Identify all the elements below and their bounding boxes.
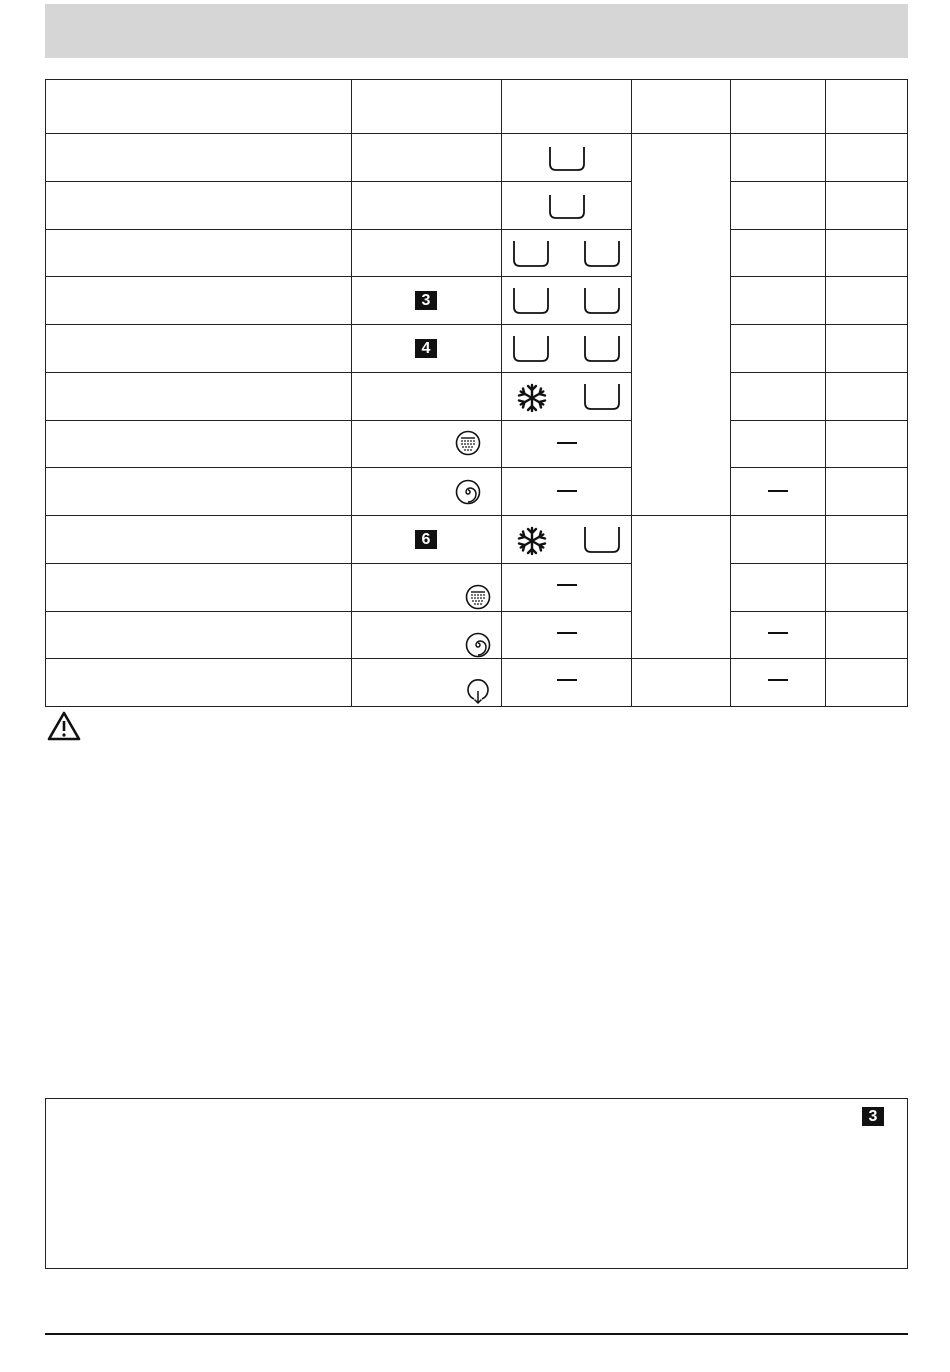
table-cell bbox=[46, 468, 352, 516]
table-cell bbox=[502, 421, 632, 468]
table-cell bbox=[632, 659, 731, 707]
table-cell bbox=[46, 134, 352, 182]
table-cell bbox=[502, 182, 632, 230]
table-cell bbox=[46, 230, 352, 277]
tub-icon bbox=[583, 526, 621, 554]
table-row bbox=[46, 468, 908, 516]
table-cell bbox=[826, 230, 908, 277]
footer-rule bbox=[45, 1333, 908, 1335]
table-cell bbox=[502, 468, 632, 516]
rinse-icon bbox=[455, 430, 481, 456]
table-cell bbox=[352, 659, 502, 707]
table-header-row bbox=[46, 80, 908, 134]
table-cell bbox=[502, 230, 632, 277]
table-cell bbox=[826, 277, 908, 325]
table-cell bbox=[502, 659, 632, 707]
tub-icon bbox=[583, 287, 621, 315]
dash-mark bbox=[557, 584, 577, 586]
table-row bbox=[46, 277, 908, 325]
table-cell bbox=[502, 564, 632, 612]
tub-icon bbox=[548, 194, 586, 220]
warning-triangle-icon bbox=[47, 711, 81, 741]
table-header-cell bbox=[731, 80, 826, 134]
table-cell bbox=[352, 421, 502, 468]
tub-icon bbox=[583, 335, 621, 363]
table-cell bbox=[826, 134, 908, 182]
table-cell bbox=[826, 421, 908, 468]
program-table bbox=[45, 79, 908, 707]
table-cell bbox=[502, 325, 632, 373]
table-cell bbox=[826, 182, 908, 230]
table-header-cell bbox=[502, 80, 632, 134]
table-row bbox=[46, 182, 908, 230]
table-cell bbox=[46, 516, 352, 564]
table-row bbox=[46, 421, 908, 468]
tub-icon bbox=[548, 146, 586, 172]
table-cell bbox=[352, 277, 502, 325]
dash-mark bbox=[768, 679, 788, 681]
step-badge: 4 bbox=[415, 339, 437, 358]
dash-mark bbox=[557, 490, 577, 492]
table-cell bbox=[352, 325, 502, 373]
table-cell bbox=[502, 373, 632, 421]
table-cell bbox=[826, 468, 908, 516]
table-cell bbox=[352, 230, 502, 277]
table-cell bbox=[352, 516, 502, 564]
table-cell bbox=[46, 182, 352, 230]
table-row bbox=[46, 230, 908, 277]
table-cell bbox=[731, 564, 826, 612]
table-header-cell bbox=[632, 80, 731, 134]
table-cell bbox=[352, 134, 502, 182]
dash-mark bbox=[768, 632, 788, 634]
step-badge: 3 bbox=[415, 291, 437, 310]
table-row bbox=[46, 325, 908, 373]
table-cell bbox=[46, 277, 352, 325]
table-cell bbox=[731, 516, 826, 564]
table-cell bbox=[731, 182, 826, 230]
table-cell bbox=[826, 612, 908, 659]
dash-mark bbox=[557, 442, 577, 444]
table-cell bbox=[46, 612, 352, 659]
table-cell bbox=[352, 468, 502, 516]
tub-icon bbox=[583, 240, 621, 268]
table-cell bbox=[731, 134, 826, 182]
table-cell bbox=[731, 421, 826, 468]
rinse-icon bbox=[465, 584, 491, 610]
table-cell bbox=[46, 421, 352, 468]
table-cell bbox=[46, 373, 352, 421]
table-header-cell bbox=[46, 80, 352, 134]
tub-icon bbox=[512, 287, 550, 315]
table-header-cell bbox=[352, 80, 502, 134]
table-cell bbox=[731, 373, 826, 421]
table-cell bbox=[731, 325, 826, 373]
table-cell bbox=[731, 277, 826, 325]
snowflake-icon bbox=[516, 383, 548, 413]
table-cell bbox=[352, 612, 502, 659]
table-cell bbox=[826, 325, 908, 373]
table-cell bbox=[632, 134, 731, 516]
table-cell bbox=[731, 659, 826, 707]
table-cell bbox=[731, 612, 826, 659]
table-row bbox=[46, 516, 908, 564]
table-cell bbox=[46, 325, 352, 373]
spin-icon bbox=[465, 632, 491, 658]
snowflake-icon bbox=[516, 526, 548, 556]
tub-icon bbox=[512, 240, 550, 268]
step-badge: 3 bbox=[862, 1107, 884, 1126]
table-cell bbox=[46, 659, 352, 707]
table-cell bbox=[632, 516, 731, 659]
header-band bbox=[45, 4, 908, 58]
table-cell bbox=[731, 468, 826, 516]
table-cell bbox=[352, 373, 502, 421]
table-cell bbox=[502, 277, 632, 325]
dash-mark bbox=[557, 632, 577, 634]
table-cell bbox=[46, 564, 352, 612]
table-cell bbox=[502, 612, 632, 659]
table-cell bbox=[352, 564, 502, 612]
table-cell bbox=[826, 659, 908, 707]
table-cell bbox=[826, 373, 908, 421]
table-cell bbox=[502, 516, 632, 564]
note-box bbox=[45, 1098, 908, 1269]
table-row bbox=[46, 659, 908, 707]
dash-mark bbox=[557, 679, 577, 681]
tub-icon bbox=[583, 383, 621, 411]
table-row bbox=[46, 134, 908, 182]
drain-icon bbox=[465, 677, 491, 705]
spin-icon bbox=[455, 479, 481, 505]
table-header-cell bbox=[826, 80, 908, 134]
table-row bbox=[46, 373, 908, 421]
step-badge: 6 bbox=[415, 530, 437, 549]
table-cell bbox=[731, 230, 826, 277]
table-cell bbox=[502, 134, 632, 182]
dash-mark bbox=[768, 490, 788, 492]
table-cell bbox=[826, 516, 908, 564]
table-cell bbox=[826, 564, 908, 612]
tub-icon bbox=[512, 335, 550, 363]
table-row bbox=[46, 612, 908, 659]
table-cell bbox=[352, 182, 502, 230]
table-row bbox=[46, 564, 908, 612]
